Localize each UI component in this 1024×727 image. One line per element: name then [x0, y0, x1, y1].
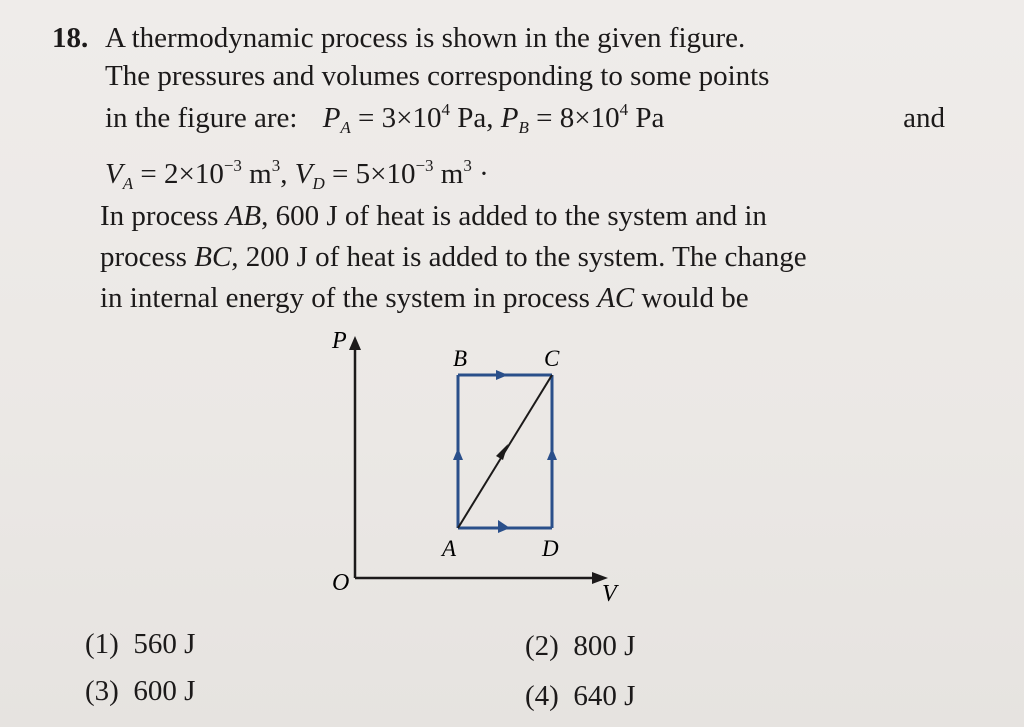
option-3-number: (3)	[85, 675, 119, 707]
y-axis-arrow	[349, 336, 361, 350]
option-2-number: (2)	[525, 630, 559, 662]
question-line-6: process BC, 200 J of heat is added to the system. The change	[100, 241, 807, 273]
cropped-previous-line	[100, 0, 106, 12]
arrow-ac	[496, 444, 508, 460]
volume-d: $V_D = 5\times 10^{-3}$ $m^3$	[294, 156, 472, 193]
question-line-3	[105, 100, 945, 137]
point-c-label: C	[544, 346, 560, 371]
option-4-value: 640 J	[573, 680, 636, 712]
option-1-number: (1)	[85, 628, 119, 660]
line3-prefix: in the figure are:	[105, 102, 298, 134]
point-d-label: D	[542, 536, 559, 561]
x-axis-label: V	[602, 581, 617, 607]
question-line-5: In process AB, 600 J of heat is added to the system and in	[100, 200, 767, 232]
option-3-value: 600 J	[133, 675, 196, 707]
question-line-1: A thermodynamic process is shown in the given figure.	[105, 22, 746, 54]
option-2[interactable]	[525, 630, 635, 663]
y-axis-label: P	[332, 328, 347, 354]
option-1[interactable]	[85, 628, 195, 661]
question-line-7: in internal energy of the system in process AC would be	[100, 282, 749, 314]
pressure-b: $P_B = 8\times 10^4$ Pa	[500, 100, 665, 137]
question-line-2: The pressures and volumes corresponding to some points	[105, 60, 770, 92]
point-b-label: B	[453, 346, 468, 371]
point-a-label: A	[442, 536, 457, 561]
arrow-ab	[453, 448, 463, 460]
arrow-bc	[496, 370, 508, 380]
option-4[interactable]	[525, 680, 635, 713]
origin-label: O	[332, 570, 350, 596]
pv-diagram	[320, 320, 650, 610]
option-3[interactable]	[85, 675, 195, 708]
question-number: 18.	[52, 22, 89, 54]
option-1-value: 560 J	[133, 628, 196, 660]
line3-suffix: and	[903, 102, 945, 134]
question-line-4: $V_A = 2\times 10^{-3}$ $m^3$, $V_D = 5\times 10^{-3}$ $m^3$ ·	[105, 156, 489, 193]
option-2-value: 800 J	[573, 630, 636, 662]
pressure-a: $P_A = 3\times 10^4$ Pa,	[322, 100, 494, 137]
arrow-dc	[547, 448, 557, 460]
option-4-number: (4)	[525, 680, 559, 712]
volume-a: $V_A = 2\times 10^{-3}$ $m^3$,	[105, 156, 288, 193]
